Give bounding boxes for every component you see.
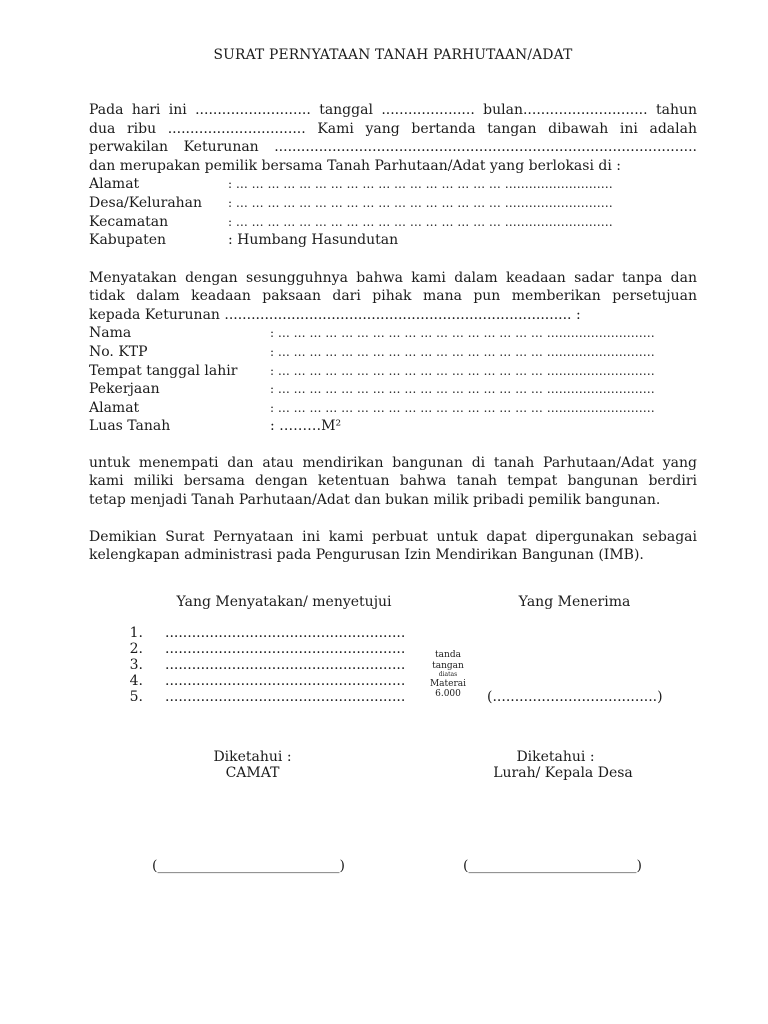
stamp-note-line: tangan xyxy=(432,661,464,671)
person-field-alamat xyxy=(89,399,697,418)
field-value: : … … … … … … … … … … … … … … … … … ……………………… xyxy=(270,326,655,341)
field-value: : … … … … … … … … … … … … … … … … … ……………………… xyxy=(270,400,655,415)
document-title: SURAT PERNYATAAN TANAH PARHUTAAN/ADAT xyxy=(213,47,573,63)
field-label: Alamat xyxy=(89,176,140,193)
stamp-duty-note xyxy=(420,648,476,704)
signature-row xyxy=(100,689,405,705)
signature-row xyxy=(100,625,405,641)
intro-line: perwakilan Keturunan ............................................................................................... xyxy=(89,139,697,156)
field-value: : ………M² xyxy=(270,418,342,435)
signature-number: 2. xyxy=(129,641,143,657)
intro-section xyxy=(89,101,697,250)
stamp-note-line: Materai xyxy=(429,679,467,689)
location-field-desa xyxy=(89,194,697,213)
field-label: Nama xyxy=(89,325,132,342)
closing-line: kelengkapan administrasi pada Pengurusan Izin Mendirikan Bangunan (IMB). xyxy=(89,547,644,564)
signature-row xyxy=(100,641,405,657)
field-value: : Humbang Hasundutan xyxy=(228,232,399,249)
field-value: : … … … … … … … … … … … … … … … … … ……………………… xyxy=(270,382,655,397)
signature-line: ...................................................... xyxy=(165,689,406,705)
signature-line: ...................................................... xyxy=(165,625,406,641)
location-fields xyxy=(89,175,697,249)
field-label: Kabupaten xyxy=(89,232,167,249)
statement-paragraph xyxy=(89,269,697,325)
location-field-kecamatan xyxy=(89,213,697,232)
statement-line: tidak dalam keadaan paksaan dari pihak mana pun memberikan persetujuan xyxy=(89,288,697,305)
field-label: Tempat tanggal lahir xyxy=(89,362,238,379)
closing-line: Demikian Surat Pernyataan ini kami perbuat untuk dapat dipergunakan sebagai xyxy=(89,528,697,545)
signature-number: 4. xyxy=(129,673,143,689)
field-value: : … … … … … … … … … … … … … … … … … ……………………… xyxy=(228,177,613,192)
signature-line: ...................................................... xyxy=(165,641,406,657)
intro-line: Pada hari ini .......................... tanggal ..................... bulan............................ tahun xyxy=(89,102,697,118)
person-field-pekerjaan xyxy=(89,380,697,399)
statement-line: kepada Keturunan .............................................................................. : xyxy=(89,306,581,323)
location-field-alamat xyxy=(89,175,697,194)
receiver-signature-line: (.....................................) xyxy=(487,689,663,705)
statement-section xyxy=(89,269,697,436)
stamp-note-line: tanda xyxy=(435,650,461,660)
field-label: Kecamatan xyxy=(89,213,169,230)
intro-paragraph xyxy=(89,101,697,175)
signature-row xyxy=(100,673,405,689)
person-field-luas-tanah xyxy=(89,417,697,436)
known-left-signature-line: (__________________________) xyxy=(152,858,345,874)
known-left-title: CAMAT xyxy=(225,765,280,781)
field-value: : … … … … … … … … … … … … … … … … … ……………………… xyxy=(228,214,613,229)
person-field-ktp xyxy=(89,343,697,362)
signature-number: 5. xyxy=(129,689,143,705)
field-label: Pekerjaan xyxy=(89,381,160,398)
stamp-note-line: 6.000 xyxy=(435,689,461,699)
signature-line: ...................................................... xyxy=(165,673,406,689)
field-label: Luas Tanah xyxy=(89,418,171,435)
signature-row xyxy=(100,657,405,673)
intro-line: dan merupakan pemilik bersama Tanah Parhutaan/Adat yang berlokasi di : xyxy=(89,157,621,174)
terms-paragraph xyxy=(89,454,697,510)
known-right-title: Lurah/ Kepala Desa xyxy=(493,765,633,781)
field-value: : … … … … … … … … … … … … … … … … … ……………………… xyxy=(270,363,655,378)
receiver-heading: Yang Menerima xyxy=(518,594,631,610)
person-field-ttl xyxy=(89,362,697,381)
location-field-kabupaten xyxy=(89,231,697,250)
statement-line: Menyatakan dengan sesungguhnya bahwa kami dalam keadaan sadar tanpa dan xyxy=(89,269,697,286)
field-label: Alamat xyxy=(89,399,140,416)
terms-line: tetap menjadi Tanah Parhutaan/Adat dan bukan milik pribadi pemilik bangunan. xyxy=(89,491,661,508)
closing-paragraph xyxy=(89,528,697,565)
intro-line: dua ribu ............................... Kami yang bertanda tangan dibawah ini adalah xyxy=(89,120,697,137)
known-right-signature-line: (________________________) xyxy=(463,858,642,874)
field-value: : … … … … … … … … … … … … … … … … … ……………………… xyxy=(270,345,655,360)
field-label: Desa/Kelurahan xyxy=(89,194,203,211)
declarer-heading: Yang Menyatakan/ menyetujui xyxy=(176,594,392,610)
signature-number: 3. xyxy=(129,657,143,673)
stamp-note-line: diatas xyxy=(438,671,458,678)
known-right-label: Diketahui : xyxy=(516,749,595,765)
terms-line: kami miliki bersama dengan ketentuan bahwa tanah tempat bangunan berdiri xyxy=(89,473,697,490)
field-label: No. KTP xyxy=(89,344,148,361)
signature-number: 1. xyxy=(129,625,143,641)
person-field-nama xyxy=(89,324,697,343)
signature-line: ...................................................... xyxy=(165,657,406,673)
declarer-signature-list xyxy=(100,625,405,705)
terms-line: untuk menempati dan atau mendirikan bangunan di tanah Parhutaan/Adat yang xyxy=(89,454,697,471)
person-fields xyxy=(89,324,697,436)
field-value: : … … … … … … … … … … … … … … … … … ……………………… xyxy=(228,195,613,210)
known-left-label: Diketahui : xyxy=(213,749,292,765)
